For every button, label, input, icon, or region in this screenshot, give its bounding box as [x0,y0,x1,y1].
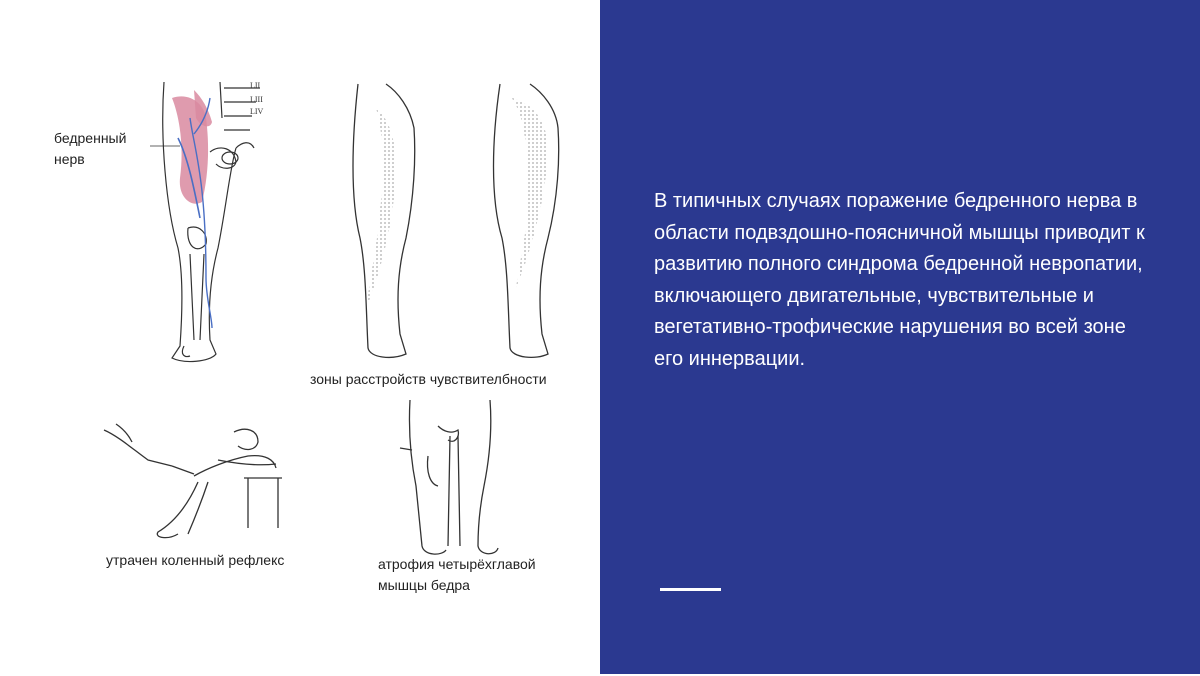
quadriceps-atrophy-label: атрофия четырёхглавой мышцы бедра [378,556,536,593]
spine-level-label: LIII [250,95,263,104]
sensory-zones-label: зоны расстройств чувствителбности [310,371,547,387]
sensory-zones-figure [336,78,572,364]
accent-divider [660,588,721,591]
knee-reflex-figure [98,420,298,544]
femoral-nerve-anatomy-figure [150,78,280,368]
body-text: В типичных случаях поражение бедренного нерва в области подвздошно-поясничной мышцы приводит к развитию полного синдрома бедренной невропатии, включающего двигательные, чувствительные и вегетативно-трофические нарушения во всей зоне его иннервации. [654,190,1145,370]
spine-level-label: LII [250,81,261,90]
knee-reflex-label: утрачен коленный рефлекс [106,552,285,568]
quadriceps-atrophy-figure [398,396,508,562]
text-panel [600,0,1200,674]
spine-level-label: LIV [250,107,264,116]
femoral-nerve-label: бедренный нерв [54,130,127,167]
